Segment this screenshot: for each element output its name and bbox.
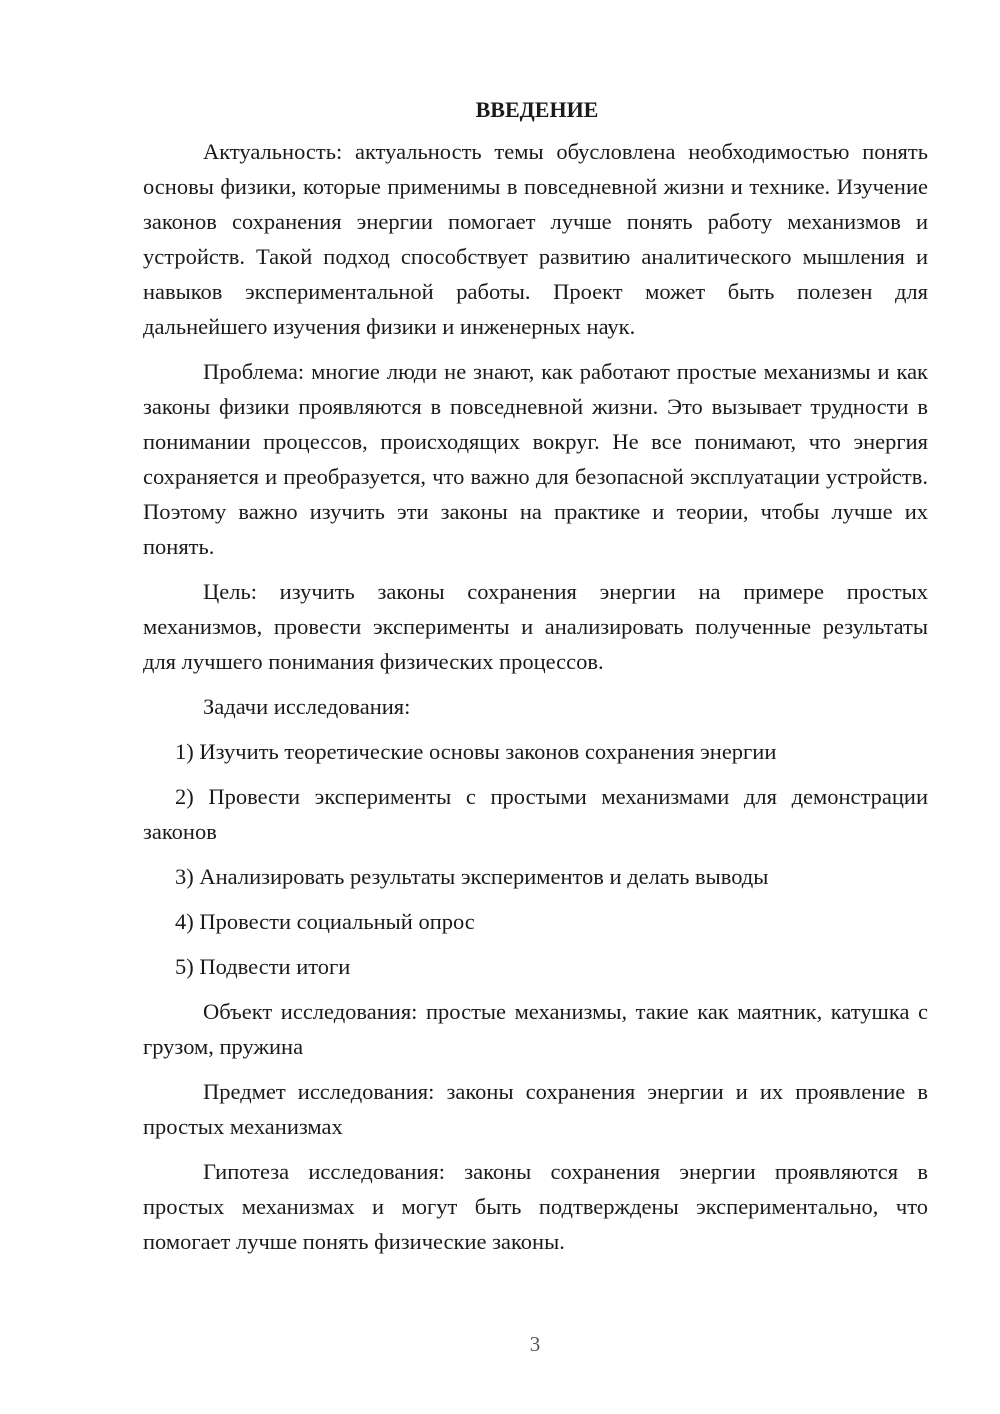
object-paragraph: Объект исследования: простые механизмы, такие как маятник, катушка с грузом, пружина [143,999,928,1059]
hypothesis-paragraph: Гипотеза исследования: законы сохранения энергии проявляются в простых механизмах и могут быть подтверждены экспериментально, что помогает лучше понять физические законы. [143,1159,928,1254]
tasks-list [143,734,928,984]
problem-paragraph: Проблема: многие люди не знают, как работают простые механизмы и как законы физики проявляются в повседневной жизни. Это вызывает трудности в понимании процессов, происходящих вокруг. Не все понимают, что энергия сохраняется и преобразуется, что важно для безопасной эксплуатации устройств. Поэтому важно изучить эти законы на практике и теории, чтобы лучше их понять. [143,359,928,559]
task-item: 5) Подвести итоги [175,954,351,979]
subject-paragraph: Предмет исследования: законы сохранения энергии и их проявление в простых механизмах [143,1079,928,1139]
document-page [143,90,928,1259]
task-item: 4) Провести социальный опрос [175,909,475,934]
task-item: 3) Анализировать результаты экспериментов и делать выводы [175,864,769,889]
task-item: 2) Провести эксперименты с простыми механизмами для демонстрации законов [143,784,928,844]
goal-paragraph: Цель: изучить законы сохранения энергии на примере простых механизмов, провести эксперименты и анализировать полученные результаты для лучшего понимания физических процессов. [143,579,928,674]
page-number: 3 [529,1332,541,1356]
tasks-heading: Задачи исследования: [203,694,411,719]
task-item: 1) Изучить теоретические основы законов сохранения энергии [175,739,777,764]
page-title: ВВЕДЕНИЕ [475,97,599,122]
relevance-paragraph: Актуальность: актуальность темы обусловлена необходимостью понять основы физики, которые применимы в повседневной жизни и технике. Изучение законов сохранения энергии помогает лучше понять работу механизмов и устройств. Такой подход способствует развитию аналитического мышления и навыков экспериментальной работы. Проект может быть полезен для дальнейшего изучения физики и инженерных наук. [143,139,928,339]
